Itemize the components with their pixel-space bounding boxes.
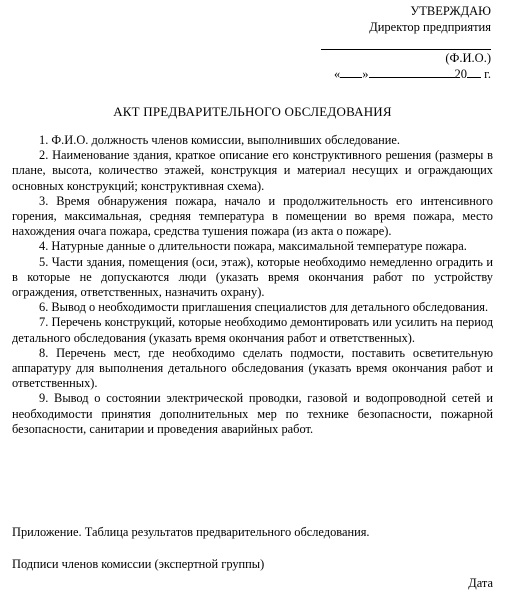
date-month-blank [369, 66, 455, 78]
list-item: 6. Вывод о необходимости приглашения специалистов для детального обследования. [39, 300, 489, 315]
list-item: 3. Время обнаружения пожара, начало и продолжительность его интенсивного горения, максимальная, средняя температура в помещении во время пожара, место нахождения очага пожара, средства тушения пожара (из акта о пожаре). [12, 193, 493, 239]
appendix-note: Приложение. Таблица результатов предварительного обследования. [12, 525, 370, 539]
approval-position: Директор предприятия [369, 20, 491, 34]
signatures-line: Подписи членов комиссии (экспертной группы) [12, 557, 265, 571]
list-item: 1. Ф.И.О. должность членов комиссии, выполнивших обследование. [39, 133, 400, 147]
approval-fio: (Ф.И.О.) [445, 51, 491, 65]
list-item: 2. Наименование здания, краткое описание его конструктивного решения (размеры в плане, высота, количество этажей, конструкция и материал несущих и ограждающих основных конструкций; конструктивная схема). [12, 148, 493, 193]
approval-date-line [291, 66, 491, 82]
approval-block [291, 3, 491, 82]
approval-heading: УТВЕРЖДАЮ [410, 4, 491, 18]
list-item: 7. Перечень конструкций, которые необходимо демонтировать или усилить на период детального обследования (указать время окончания работ и ответственных). [12, 315, 493, 345]
list-item: 8. Перечень мест, где необходимо сделать подмости, поставить осветительную аппаратуру для выполнения детального обследования (указать время окончания работ и ответственных). [12, 345, 493, 391]
date-year-blank [467, 66, 481, 78]
date-day-blank [340, 66, 362, 78]
date-open-quote: « [334, 67, 341, 81]
list-item: 9. Вывод о состоянии электрической проводки, газовой и водопроводной сетей и необходимости принятия дополнительных мер по технике безопасности, пожарной безопасности, санитарии и проведения аварийных работ. [12, 391, 493, 436]
date-year-prefix: 20 [454, 67, 468, 81]
date-year-suffix: г. [481, 67, 491, 81]
date-label: Дата [468, 576, 493, 590]
list-item: 5. Части здания, помещения (оси, этаж), которые необходимо немедленно оградить и в которые не допускаются люди (указать время окончания работ по устройству ограждения, ответственных, назначить охрану). [12, 254, 493, 300]
signature-line [321, 35, 491, 50]
date-close-quote: » [362, 67, 369, 81]
document-title: АКТ ПРЕДВАРИТЕЛЬНОГО ОБСЛЕДОВАНИЯ [113, 104, 392, 119]
list-item: 4. Натурные данные о длительности пожара, максимальной температуре пожара. [39, 239, 467, 254]
document-body [12, 133, 493, 437]
